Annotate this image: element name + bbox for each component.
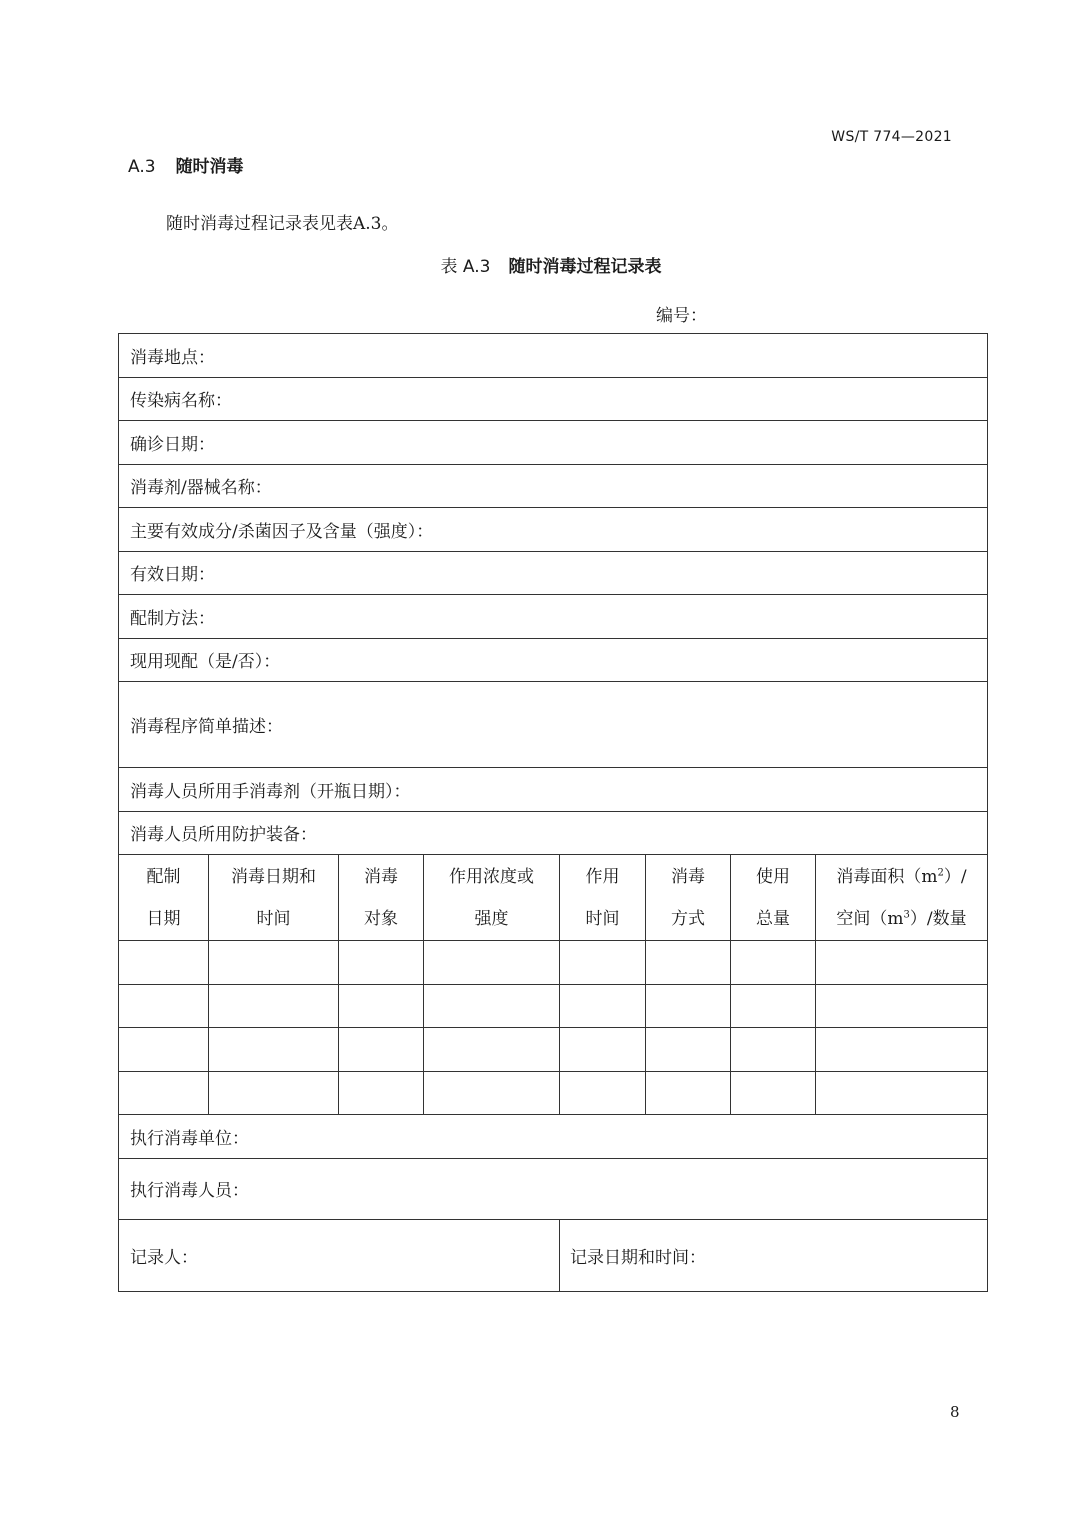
grid-cell[interactable] [119, 1028, 209, 1072]
grid-row [119, 1071, 988, 1115]
grid-cell[interactable] [424, 1071, 560, 1115]
grid-cell[interactable] [560, 1071, 646, 1115]
field-hand-disinfectant[interactable]: 消毒人员所用手消毒剂（开瓶日期）： [119, 768, 988, 812]
field-diagnosis-date[interactable]: 确诊日期： [119, 421, 988, 465]
serial-number-label: 编号： [656, 306, 707, 326]
grid-cell[interactable] [424, 984, 560, 1028]
col-header-total-used: 使用 总量 [731, 855, 816, 941]
grid-cell[interactable] [816, 1071, 988, 1115]
grid-row [119, 1028, 988, 1072]
section-heading [128, 152, 244, 177]
grid-cell[interactable] [560, 984, 646, 1028]
grid-cell[interactable] [339, 1028, 424, 1072]
grid-cell[interactable] [119, 941, 209, 985]
grid-cell[interactable] [646, 941, 731, 985]
grid-cell[interactable] [339, 1071, 424, 1115]
field-executing-personnel[interactable]: 执行消毒人员： [119, 1158, 988, 1219]
grid-cell[interactable] [646, 1071, 731, 1115]
grid-cell[interactable] [424, 941, 560, 985]
field-executing-unit[interactable]: 执行消毒单位： [119, 1115, 988, 1159]
col-header-concentration: 作用浓度或 强度 [424, 855, 560, 941]
grid-cell[interactable] [816, 984, 988, 1028]
grid-cell[interactable] [816, 941, 988, 985]
col-header-method: 消毒 方式 [646, 855, 731, 941]
intro-paragraph: 随时消毒过程记录表见表A.3。 [166, 214, 399, 234]
grid-cell[interactable] [560, 941, 646, 985]
grid-cell[interactable] [209, 941, 339, 985]
page-number: 8 [950, 1403, 960, 1421]
field-disinfectant-name[interactable]: 消毒剂/器械名称： [119, 464, 988, 508]
grid-header-row [119, 855, 988, 941]
standard-code: WS/T 774—2021 [831, 129, 952, 145]
grid-cell[interactable] [731, 941, 816, 985]
field-recorder[interactable]: 记录人： [119, 1219, 560, 1291]
grid-cell[interactable] [646, 984, 731, 1028]
field-location[interactable]: 消毒地点： [119, 334, 988, 378]
grid-cell[interactable] [731, 1071, 816, 1115]
grid-cell[interactable] [339, 984, 424, 1028]
grid-row [119, 941, 988, 985]
grid-cell[interactable] [119, 984, 209, 1028]
grid-cell[interactable] [209, 984, 339, 1028]
field-active-ingredient[interactable]: 主要有效成分/杀菌因子及含量（强度）： [119, 508, 988, 552]
disinfection-record-table [118, 333, 988, 1292]
table-number: 表 A.3 [440, 257, 491, 277]
field-record-datetime[interactable]: 记录日期和时间： [560, 1219, 988, 1291]
field-expiry-date[interactable]: 有效日期： [119, 551, 988, 595]
grid-cell[interactable] [209, 1028, 339, 1072]
grid-cell[interactable] [209, 1071, 339, 1115]
table-caption [0, 252, 1080, 277]
grid-cell[interactable] [731, 1028, 816, 1072]
col-header-area-volume: 消毒面积$(m^2)/$ 空间$(m^3)/$数量 [816, 855, 988, 941]
grid-cell[interactable] [816, 1028, 988, 1072]
field-freshly-prepared[interactable]: 现用现配（是/否）： [119, 638, 988, 682]
field-preparation-method[interactable]: 配制方法： [119, 595, 988, 639]
grid-cell[interactable] [119, 1071, 209, 1115]
grid-row [119, 984, 988, 1028]
col-header-disinfect-datetime: 消毒日期和 时间 [209, 855, 339, 941]
section-number: A.3 [128, 157, 156, 177]
table-title: 随时消毒过程记录表 [508, 257, 662, 277]
col-header-prep-date: 配制 日期 [119, 855, 209, 941]
field-disease-name[interactable]: 传染病名称： [119, 377, 988, 421]
grid-cell[interactable] [731, 984, 816, 1028]
grid-cell[interactable] [339, 941, 424, 985]
field-procedure-description[interactable]: 消毒程序简单描述： [119, 682, 988, 768]
grid-cell[interactable] [646, 1028, 731, 1072]
col-header-action-time: 作用 时间 [560, 855, 646, 941]
col-header-target: 消毒 对象 [339, 855, 424, 941]
section-title: 随时消毒 [175, 157, 244, 177]
grid-cell[interactable] [424, 1028, 560, 1072]
grid-cell[interactable] [560, 1028, 646, 1072]
field-protective-equipment[interactable]: 消毒人员所用防护装备： [119, 811, 988, 855]
